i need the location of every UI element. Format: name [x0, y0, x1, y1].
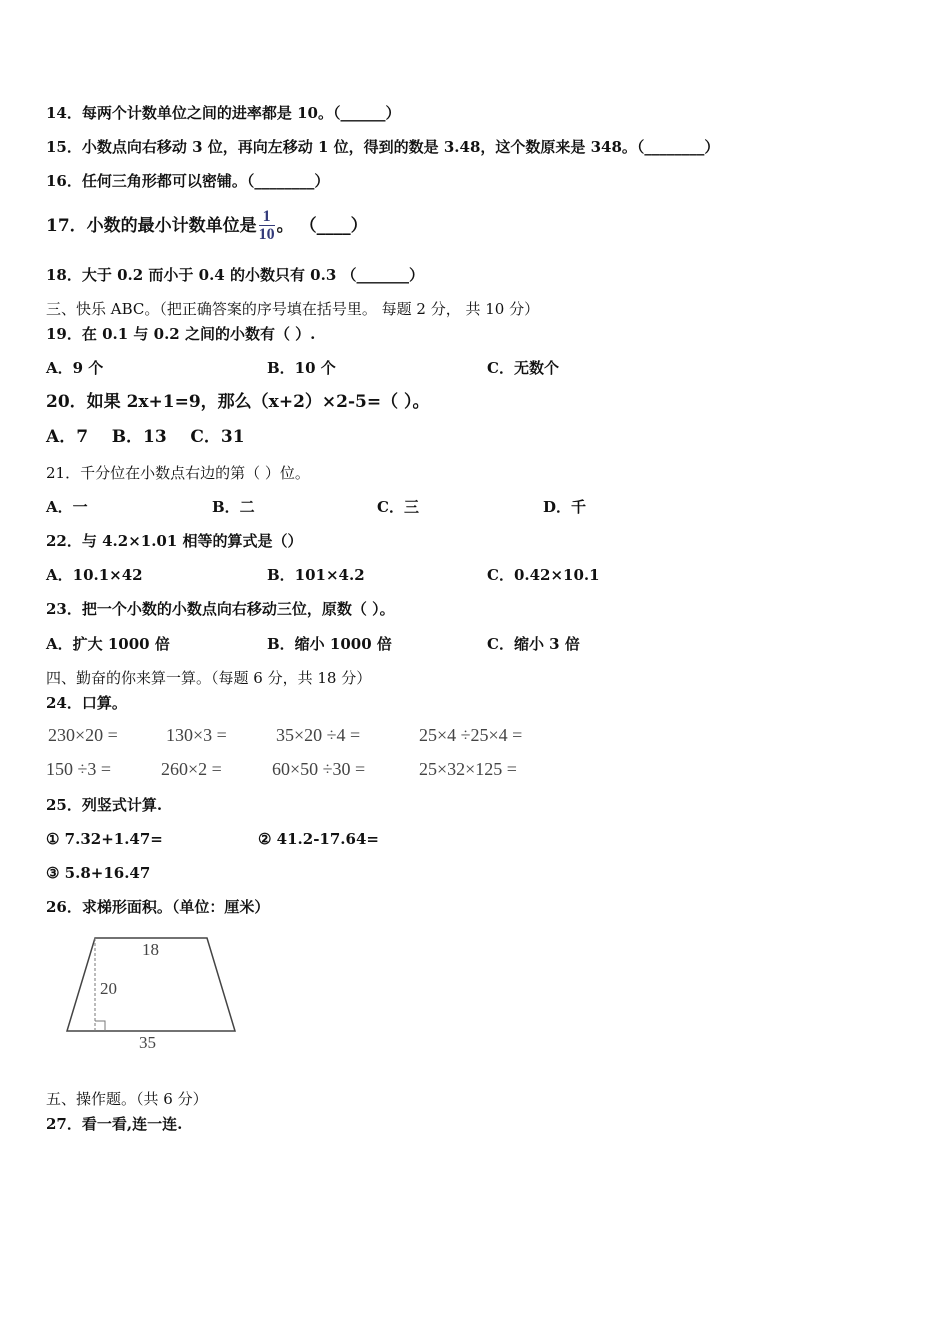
- vertical-calc-1: ① 7.32+1.47=: [46, 830, 163, 848]
- q23-option-b: B．缩小 1000 倍: [267, 635, 392, 653]
- mental-calc-1: 230×20 =: [48, 725, 118, 745]
- question-14: 14．每两个计数单位之间的进率都是 10。（______）: [46, 104, 401, 122]
- q19-option-b: B．10 个: [267, 359, 336, 377]
- section-3-title: 三、快乐 ABC。（把正确答案的序号填在括号里。 每题 2 分， 共 10 分）: [46, 300, 540, 318]
- question-21: 21．千分位在小数点右边的第（ ）位。: [46, 464, 310, 482]
- trapezoid-top-label: 18: [142, 940, 159, 959]
- q21-option-d: D．千: [543, 498, 587, 516]
- vertical-calc-3: ③ 5.8+16.47: [46, 864, 151, 882]
- q21-option-b: B．二: [212, 498, 255, 516]
- trapezoid-bottom-label: 35: [139, 1033, 156, 1052]
- mental-calc-4: 25×4 ÷25×4 =: [419, 725, 523, 745]
- q17-prefix: 17．小数的最小计数单位是: [46, 216, 257, 236]
- mental-calc-8: 25×32×125 =: [419, 759, 517, 779]
- question-18: 18．大于 0.2 而小于 0.4 的小数只有 0.3 （_______）: [46, 266, 424, 284]
- fraction-denominator: 10: [258, 226, 275, 243]
- fraction-one-tenth: [259, 209, 275, 244]
- q21-option-a: A．一: [46, 498, 88, 516]
- question-15: 15．小数点向右移动 3 位，再向左移动 1 位，得到的数是 3.48，这个数原来是 348。（________）: [46, 138, 720, 156]
- q23-option-c: C．缩小 3 倍: [487, 635, 580, 653]
- trapezoid-figure: [60, 930, 250, 1055]
- question-27: 27．看一看,连一连.: [46, 1115, 183, 1133]
- q20-options: A．7 B．13 C．31: [46, 427, 245, 447]
- question-23: 23．把一个小数的小数点向右移动三位，原数（ ）。: [46, 600, 395, 618]
- question-16: 16．任何三角形都可以密铺。（________）: [46, 172, 330, 190]
- q17-suffix: 。 （____）: [276, 216, 368, 236]
- mental-calc-3: 35×20 ÷4 =: [276, 725, 361, 745]
- question-24: 24．口算。: [46, 694, 127, 712]
- section-4-title: 四、勤奋的你来算一算。（每题 6 分，共 18 分）: [46, 669, 372, 687]
- q19-option-c: C．无数个: [487, 359, 559, 377]
- question-17: [46, 204, 368, 248]
- mental-calc-7: 60×50 ÷30 =: [272, 759, 366, 779]
- q21-option-c: C．三: [377, 498, 419, 516]
- question-20: 20．如果 2x+1=9，那么（x+2）×2-5=（ ）。: [46, 392, 430, 412]
- mental-calc-5: 150 ÷3 =: [46, 759, 112, 779]
- mental-calc-2: 130×3 =: [166, 725, 227, 745]
- mental-calc-6: 260×2 =: [161, 759, 222, 779]
- q22-option-b: B．101×4.2: [267, 566, 365, 584]
- right-angle-mark: [95, 1021, 105, 1031]
- question-22: 22．与 4.2×1.01 相等的算式是（）: [46, 532, 303, 550]
- trapezoid-height-label: 20: [100, 979, 117, 998]
- section-5-title: 五、操作题。（共 6 分）: [46, 1090, 208, 1108]
- vertical-calc-2: ② 41.2-17.64=: [258, 830, 379, 848]
- q19-option-a: A．9 个: [46, 359, 104, 377]
- q22-option-c: C．0.42×10.1: [487, 566, 600, 584]
- q22-option-a: A．10.1×42: [46, 566, 143, 584]
- q23-option-a: A．扩大 1000 倍: [46, 635, 170, 653]
- question-26: 26．求梯形面积。（单位：厘米）: [46, 898, 270, 916]
- question-19: 19．在 0.1 与 0.2 之间的小数有（ ）.: [46, 325, 316, 343]
- question-25: 25．列竖式计算.: [46, 796, 163, 814]
- fraction-numerator: 1: [259, 209, 275, 226]
